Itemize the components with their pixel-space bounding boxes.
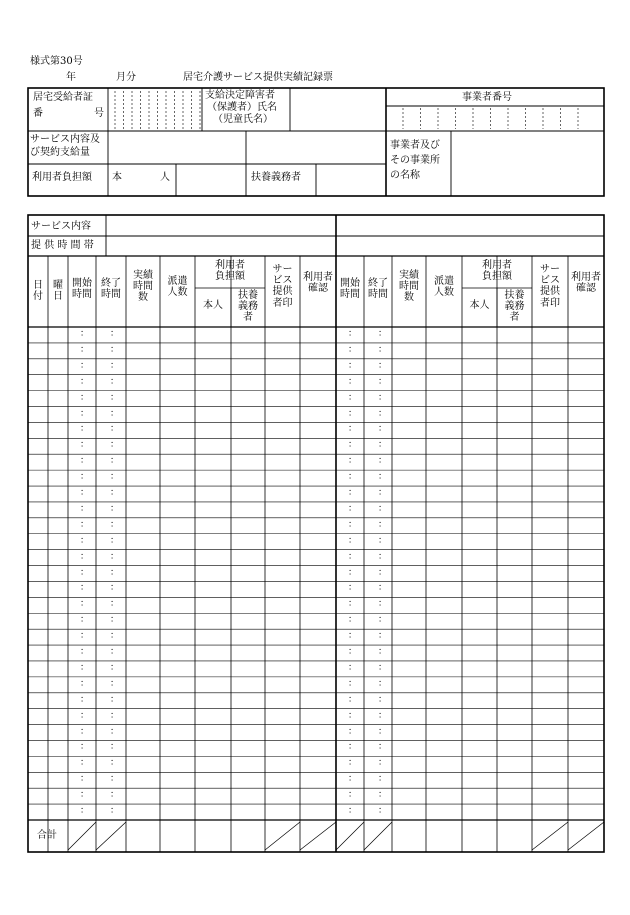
col-staff-count: 派遣 人数	[167, 276, 188, 299]
time-colon: ：	[110, 408, 120, 419]
time-colon: ：	[110, 726, 120, 737]
time-colon: ：	[348, 424, 358, 435]
time-colon: ：	[378, 535, 388, 546]
time-colon: ：	[378, 662, 388, 673]
time-colon: ：	[110, 631, 120, 642]
time-colon: ：	[80, 583, 90, 594]
total-slash	[364, 822, 392, 850]
time-colon: ：	[378, 472, 388, 483]
decision-label-3: （児童氏名）	[213, 114, 273, 125]
time-colon: ：	[348, 742, 358, 753]
time-colon: ：	[110, 519, 120, 530]
time-colon: ：	[348, 360, 358, 371]
time-colon: ：	[110, 694, 120, 705]
total-slash	[96, 822, 126, 850]
time-colon: ：	[378, 678, 388, 689]
time-colon: ：	[110, 456, 120, 467]
time-colon: ：	[348, 615, 358, 626]
total-slash	[68, 822, 96, 850]
time-colon: ：	[348, 758, 358, 769]
col-copay-self: 本人	[203, 300, 223, 311]
time-colon: ：	[348, 790, 358, 801]
time-colon: ：	[378, 599, 388, 610]
time-colon: ：	[80, 694, 90, 705]
time-colon: ：	[348, 806, 358, 817]
time-colon: ：	[110, 806, 120, 817]
total-slash	[568, 822, 604, 850]
time-colon: ：	[80, 774, 90, 785]
time-colon: ：	[378, 440, 388, 451]
col-copay-self-right: 本人	[469, 300, 490, 311]
time-colon: ：	[80, 567, 90, 578]
time-colon: ：	[80, 678, 90, 689]
year-label: 年	[66, 72, 76, 83]
time-colon: ：	[80, 806, 90, 817]
col-day: 日 付	[33, 280, 43, 303]
col-provider-seal-right: サー ビス 提供 者印	[540, 264, 560, 309]
time-colon: ：	[378, 790, 388, 801]
time-colon: ：	[110, 774, 120, 785]
time-colon: ：	[378, 503, 388, 514]
time-colon: ：	[378, 376, 388, 387]
recipient-cert-label: 居宅受給者証	[33, 92, 93, 103]
total-slash	[336, 822, 364, 850]
time-colon: ：	[80, 599, 90, 610]
time-colon: ：	[348, 503, 358, 514]
col-end-right: 終了 時間	[368, 278, 388, 301]
col-copay-header: 利用者 負担額	[215, 260, 245, 283]
recipient-cert-label2: 番	[33, 108, 43, 119]
time-colon: ：	[378, 456, 388, 467]
time-colon: ：	[110, 790, 120, 801]
time-colon: ：	[80, 726, 90, 737]
time-colon: ：	[110, 329, 120, 339]
time-colon: ：	[348, 583, 358, 594]
time-colon: ：	[80, 503, 90, 514]
time-colon: ：	[110, 488, 120, 499]
time-colon: ：	[348, 392, 358, 403]
col-actual-hours: 実績 時間 数	[133, 270, 153, 304]
time-colon: ：	[378, 488, 388, 499]
time-colon: ：	[378, 392, 388, 403]
time-band-label: 提 供 時 間 帯	[31, 240, 94, 251]
decision-label-2: （保護者）氏名	[207, 102, 277, 113]
time-colon: ：	[110, 615, 120, 626]
time-colon: ：	[110, 678, 120, 689]
time-colon: ：	[80, 424, 90, 435]
time-colon: ：	[80, 488, 90, 499]
time-colon: ：	[378, 519, 388, 530]
recipient-cert-label3: 号	[94, 108, 104, 119]
time-colon: ：	[110, 567, 120, 578]
time-colon: ：	[378, 329, 388, 339]
month-label: 月分	[116, 72, 136, 83]
time-colon: ：	[110, 360, 120, 371]
col-start: 開始 時間	[72, 278, 92, 301]
col-copay-obligor-right: 扶養 義務 者	[504, 290, 525, 324]
time-colon: ：	[378, 583, 388, 594]
time-colon: ：	[378, 758, 388, 769]
time-colon: ：	[348, 535, 358, 546]
time-colon: ：	[80, 376, 90, 387]
col-provider-seal: サー ビス 提供 者印	[272, 264, 293, 309]
time-colon: ：	[110, 662, 120, 673]
copay-label: 利用者負担額	[32, 172, 92, 183]
service-contract-label-1: サービス内容及	[30, 134, 100, 145]
decision-label-1: 支給決定障害者	[205, 90, 275, 101]
time-colon: ：	[348, 456, 358, 467]
time-colon: ：	[348, 344, 358, 355]
col-user-confirm: 利用者 確認	[303, 272, 333, 295]
time-colon: ：	[110, 742, 120, 753]
provider-number-label: 事業者番号	[462, 92, 512, 103]
time-colon: ：	[80, 662, 90, 673]
time-colon: ：	[110, 583, 120, 594]
time-colon: ：	[378, 567, 388, 578]
time-colon: ：	[348, 551, 358, 562]
time-colon: ：	[348, 488, 358, 499]
col-user-confirm-right: 利用者 確認	[571, 272, 601, 295]
time-colon: ：	[348, 440, 358, 451]
time-colon: ：	[80, 551, 90, 562]
time-colon: ：	[80, 360, 90, 371]
total-slash	[532, 822, 568, 850]
time-colon: ：	[378, 726, 388, 737]
col-copay-header-right: 利用者 負担額	[482, 260, 512, 283]
form-number: 様式第30号	[30, 56, 83, 67]
time-colon: ：	[80, 392, 90, 403]
time-colon: ：	[348, 678, 358, 689]
provider-name-label-2: その事業所	[390, 155, 440, 166]
time-colon: ：	[80, 631, 90, 642]
time-colon: ：	[110, 392, 120, 403]
time-colon: ：	[348, 726, 358, 737]
time-colon: ：	[110, 710, 120, 721]
time-colon: ：	[80, 329, 90, 339]
service-content-label: サービス内容	[31, 221, 91, 232]
time-colon: ：	[378, 742, 388, 753]
col-weekday: 曜 日	[53, 280, 63, 303]
time-colon: ：	[110, 424, 120, 435]
copay-person-label-2: 人	[160, 172, 170, 183]
time-colon: ：	[348, 710, 358, 721]
time-colon: ：	[80, 456, 90, 467]
col-staff-count-right: 派遣 人数	[434, 276, 454, 299]
time-colon: ：	[80, 344, 90, 355]
time-colon: ：	[110, 376, 120, 387]
time-colon: ：	[348, 472, 358, 483]
time-colon: ：	[378, 631, 388, 642]
time-colon: ：	[80, 472, 90, 483]
time-colon: ：	[80, 647, 90, 658]
time-colon: ：	[110, 599, 120, 610]
col-actual-hours-right: 実績 時間 数	[399, 270, 419, 304]
time-colon: ：	[378, 710, 388, 721]
time-colon: ：	[378, 551, 388, 562]
form-title: 居宅介護サービス提供実績記録票	[183, 72, 333, 83]
obligor-label: 扶養義務者	[251, 172, 301, 183]
time-colon: ：	[348, 519, 358, 530]
time-colon: ：	[110, 647, 120, 658]
service-contract-label-2: び契約支給量	[30, 147, 90, 158]
time-colon: ：	[80, 440, 90, 451]
time-colon: ：	[378, 615, 388, 626]
time-colon: ：	[110, 758, 120, 769]
time-colon: ：	[378, 360, 388, 371]
time-colon: ：	[348, 694, 358, 705]
time-colon: ：	[110, 503, 120, 514]
time-colon: ：	[80, 519, 90, 530]
time-colon: ：	[348, 567, 358, 578]
time-colon: ：	[348, 599, 358, 610]
provider-name-label-3: の名称	[390, 170, 420, 181]
time-colon: ：	[110, 551, 120, 562]
provider-name-label-1: 事業者及び	[390, 140, 440, 151]
time-colon: ：	[378, 424, 388, 435]
time-colon: ：	[348, 376, 358, 387]
time-colon: ：	[110, 440, 120, 451]
time-colon: ：	[378, 774, 388, 785]
time-colon: ：	[348, 647, 358, 658]
time-colon: ：	[110, 344, 120, 355]
copay-person-label: 本	[112, 172, 122, 183]
time-colon: ：	[378, 647, 388, 658]
time-colon: ：	[80, 615, 90, 626]
time-colon: ：	[80, 710, 90, 721]
time-colon: ：	[80, 758, 90, 769]
col-copay-obligor: 扶養 義務 者	[238, 290, 258, 324]
total-label: 合計	[37, 830, 57, 841]
time-colon: ：	[80, 742, 90, 753]
time-colon: ：	[348, 329, 358, 339]
total-slash	[265, 822, 300, 850]
time-colon: ：	[348, 631, 358, 642]
time-colon: ：	[348, 408, 358, 419]
time-colon: ：	[110, 535, 120, 546]
time-colon: ：	[378, 694, 388, 705]
time-colon: ：	[378, 806, 388, 817]
time-colon: ：	[378, 408, 388, 419]
time-colon: ：	[80, 408, 90, 419]
time-colon: ：	[80, 790, 90, 801]
time-colon: ：	[80, 535, 90, 546]
time-colon: ：	[348, 662, 358, 673]
time-colon: ：	[378, 344, 388, 355]
total-slash	[300, 822, 336, 850]
time-colon: ：	[110, 472, 120, 483]
col-end: 終了 時間	[101, 278, 121, 301]
time-colon: ：	[348, 774, 358, 785]
col-start-right: 開始 時間	[340, 278, 360, 301]
